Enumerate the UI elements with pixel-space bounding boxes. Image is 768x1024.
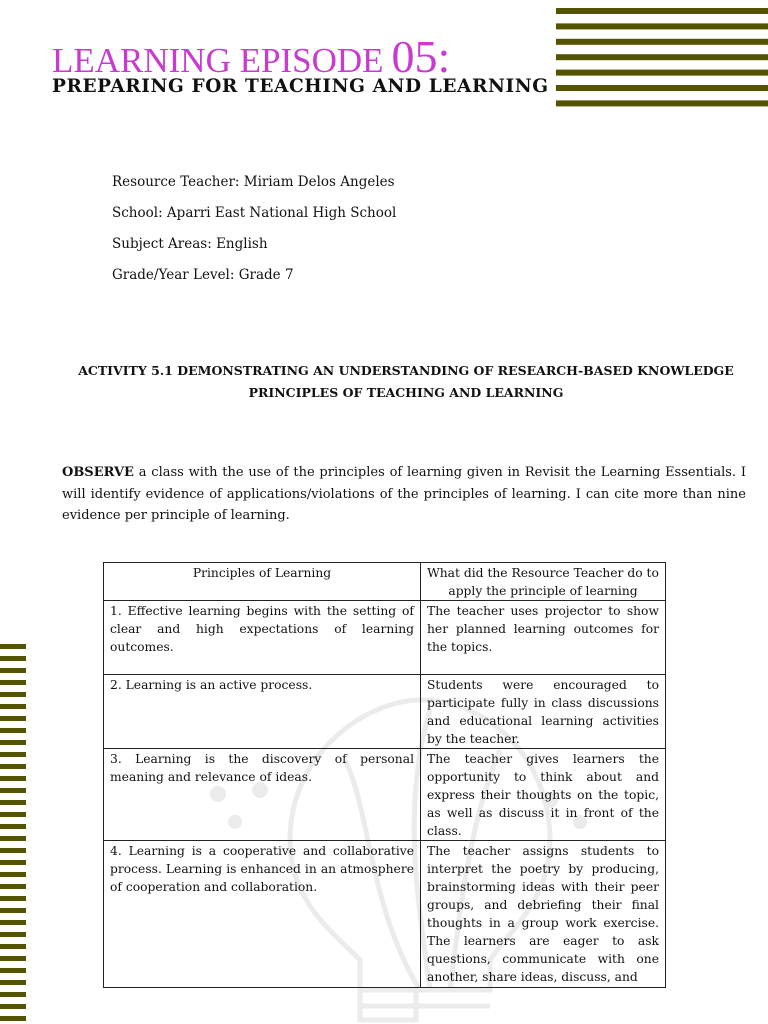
info-value: English <box>216 236 268 252</box>
application-cell: Students were encouraged to participate fully in class discussions and educational learning activities by the teacher. <box>421 675 666 749</box>
table-row <box>104 601 666 675</box>
info-label: Grade/Year Level: <box>112 267 235 283</box>
episode-title <box>52 31 451 82</box>
info-label: School: <box>112 205 163 221</box>
info-label: Subject Areas: <box>112 236 212 252</box>
principle-cell: 4. Learning is a cooperative and collaborative process. Learning is enhanced in an atmosphere of cooperation and collaboration. <box>104 841 421 988</box>
table-row <box>104 749 666 841</box>
info-row-resource-teacher <box>112 172 396 203</box>
principles-table <box>103 562 666 988</box>
episode-title-text: LEARNING EPISODE <box>52 41 384 80</box>
info-row-school <box>112 203 396 234</box>
application-cell: The teacher gives learners the opportunity to think about and express their thoughts on the topic, as well as discuss it in front of the class. <box>421 749 666 841</box>
table-row <box>104 675 666 749</box>
application-cell: The teacher assigns students to interpret the poetry by producing, brainstorming ideas with their peer groups, and debriefing their final thoughts in a group work exercise. The learners are eager to ask questions, communicate with one another, share ideas, discuss, and <box>421 841 666 988</box>
info-value: Miriam Delos Angeles <box>243 174 395 190</box>
info-block <box>112 172 396 296</box>
principle-cell: 1. Effective learning begins with the setting of clear and high expectations of learning outcomes. <box>104 601 421 675</box>
observe-paragraph <box>62 462 746 527</box>
stripes-decoration-left <box>0 644 26 1024</box>
activity-heading <box>60 360 752 404</box>
column-header-teacher-actions: What did the Resource Teacher do to apply the principle of learning <box>421 563 666 601</box>
activity-heading-line2: PRINCIPLES OF TEACHING AND LEARNING <box>248 385 564 400</box>
stripes-decoration-top <box>556 8 768 108</box>
principle-cell: 3. Learning is the discovery of personal meaning and relevance of ideas. <box>104 749 421 841</box>
table-row <box>104 841 666 988</box>
principle-cell: 2. Learning is an active process. <box>104 675 421 749</box>
info-label: Resource Teacher: <box>112 174 240 190</box>
column-header-principles: Principles of Learning <box>104 563 421 601</box>
observe-lead: OBSERVE <box>62 465 134 480</box>
info-row-grade-level <box>112 265 396 296</box>
activity-heading-line1: ACTIVITY 5.1 DEMONSTRATING AN UNDERSTANDING OF RESEARCH-BASED KNOWLEDGE <box>78 363 734 378</box>
episode-subtitle: PREPARING FOR TEACHING AND LEARNING <box>52 76 549 97</box>
episode-number: 05: <box>391 31 451 82</box>
application-cell: The teacher uses projector to show her planned learning outcomes for the topics. <box>421 601 666 675</box>
info-value: Grade 7 <box>238 267 294 283</box>
info-row-subject-areas <box>112 234 396 265</box>
info-value: Aparri East National High School <box>166 205 397 221</box>
observe-text: a class with the use of the principles of learning given in Revisit the Learning Essentials. I will identify evidence of applications/violations of the principles of learning. I can cite more than nine evidence per principle of learning. <box>62 465 746 523</box>
table-header-row <box>104 563 666 601</box>
